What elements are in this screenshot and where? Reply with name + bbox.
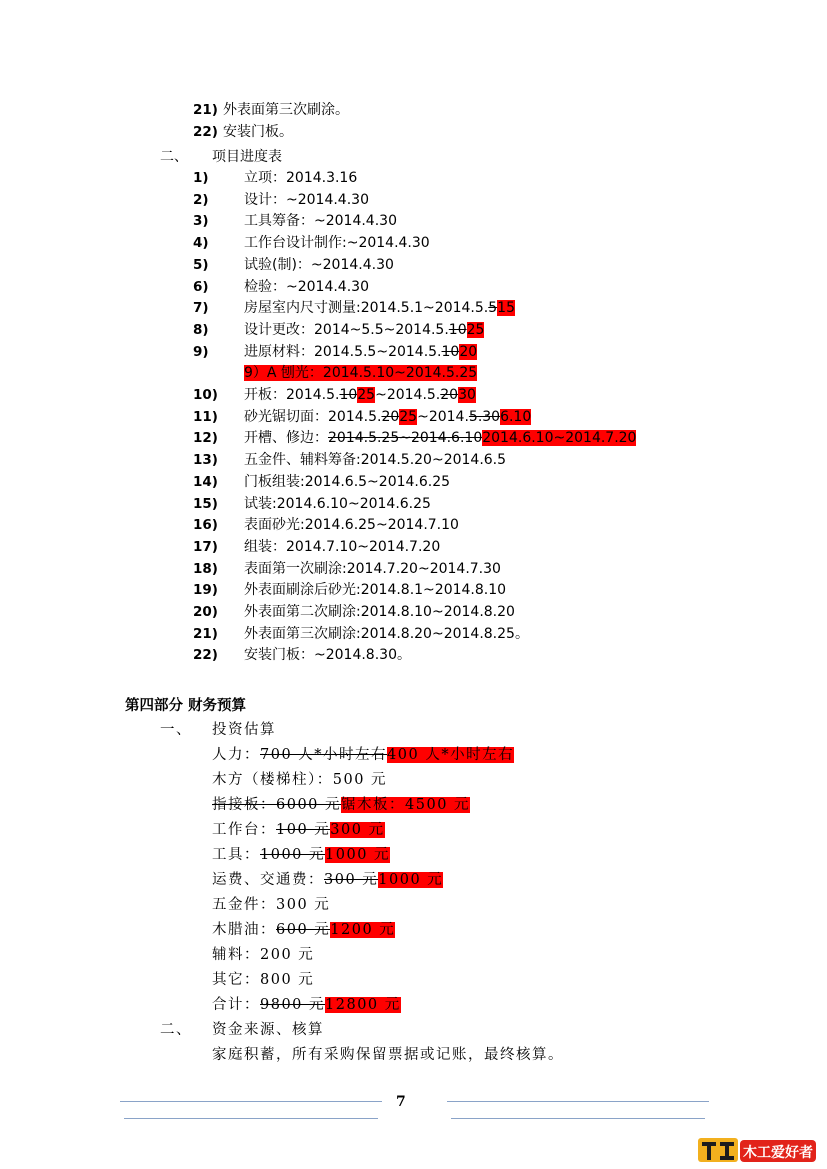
logo-text: 木工爱好者 [743,1145,813,1161]
investment-title [160,720,276,740]
row-number: 9) [193,343,209,360]
struck-value: 5.30 [468,408,501,425]
text-segment: 运费、交通费： [212,872,324,888]
row-number: 15) [193,495,218,512]
struck-value: 10 [448,321,467,338]
struck-value: 20 [440,387,459,403]
row-text [244,645,411,665]
section-number: 一、 [160,722,192,738]
section-number: 二、 [160,1022,192,1038]
row-number: 6) [193,278,209,295]
revised-value: 25 [466,321,485,338]
text-segment: 人力： [212,747,260,763]
struck-value: 2014.5.25~2014.6.10 [328,430,483,447]
text-segment: 木腊油： [212,922,276,938]
row-text [244,255,394,275]
row-text [244,428,636,448]
text-segment: 检验：~2014.4.30 [244,278,369,295]
text-segment: 五金件：300 元 [212,897,331,913]
footer-rule-right-bottom [451,1118,705,1119]
revised-value: 400 人*小时左右 [387,747,515,763]
revised-value: 12800 元 [325,997,401,1013]
text-segment: ~2014.5. [375,387,441,403]
item-text: 外表面第三次刷涂。 [223,102,349,118]
row-number: 7) [193,300,209,317]
row-number: 17) [193,538,218,555]
struck-value: 指接板：6000 元 [212,797,342,813]
row-number: 14) [193,473,218,490]
struck-value: 600 元 [276,922,331,938]
row-number: 13) [193,452,218,469]
text-segment: 工作台设计制作:~2014.4.30 [244,235,430,252]
section-number: 二、 [160,149,188,165]
row-number: 2) [193,191,209,208]
row-number: 10) [193,387,218,403]
row-text [244,233,430,253]
budget-row [212,745,514,765]
row-text [244,624,529,644]
row-number: 11) [193,408,218,425]
row-text [244,580,506,600]
struck-value: 1000 元 [260,847,326,863]
text-segment: 其它：800 元 [212,972,315,988]
revised-value: 2014.6.10~2014.7.20 [482,430,637,447]
row-text [244,190,369,210]
text-segment: 设计更改：2014~5.5~2014.5. [244,321,449,338]
text-segment: ~2014. [417,408,469,425]
row-text [244,494,431,514]
text-segment: 安装门板：~2014.8.30。 [244,647,411,664]
section-title: 资金来源、核算 [212,1022,324,1038]
funding-text: 家庭积蓄，所有采购保留票据或记账，最终核算。 [212,1047,564,1063]
row-number: 21) [193,625,218,642]
struck-value: 100 元 [276,822,331,838]
funding-title [160,1020,324,1040]
revised-value: 300 元 [330,822,385,838]
row-number: 22) [193,647,218,664]
footer-rule-left-top [120,1101,382,1102]
text-segment: 五金件、辅料筹备:2014.5.20~2014.6.5 [244,452,507,469]
row-text [244,537,440,557]
text-segment: 设计：~2014.4.30 [244,191,369,208]
finance-heading: 第四部分 财务预算 [125,698,247,714]
revised-value: 30 [458,387,476,403]
revised-value: 1000 元 [378,872,444,888]
row-text [244,515,459,535]
revised-value: 6.10 [500,408,532,425]
struck-value: 20 [381,408,400,425]
row-text [244,211,397,231]
text-segment: 表面第一次刷涂:2014.7.20~2014.7.30 [244,560,501,577]
row-text [244,363,477,383]
budget-row [212,945,314,965]
text-segment: 合计： [212,997,260,1013]
row-text [244,320,484,340]
revised-value: 9）A 刨光：2014.5.10~2014.5.25 [244,365,478,382]
budget-row [212,995,401,1015]
struck-value: 300 元 [324,872,379,888]
text-segment: 表面砂光:2014.6.25~2014.7.10 [244,517,459,534]
revised-value: 1200 元 [330,922,396,938]
row-text [244,559,501,579]
budget-row [212,795,470,815]
revised-value: 25 [399,408,418,425]
text-segment: 门板组装:2014.6.5~2014.6.25 [244,473,451,490]
struck-value: 9800 元 [260,997,326,1013]
row-text [244,168,357,188]
budget-row [212,895,330,915]
text-segment: 组装：2014.7.10~2014.7.20 [244,538,441,555]
row-text [244,277,369,297]
row-number: 4) [193,235,209,252]
row-number: 12) [193,430,218,447]
text-segment: 工作台： [212,822,276,838]
row-number: 19) [193,582,218,599]
text-segment: 房屋室内尺寸测量:2014.5.1~2014.5. [244,300,489,317]
row-text [244,602,515,622]
revised-value: 20 [459,343,478,360]
item-text: 安装门板。 [223,124,293,140]
item-number: 22) [193,124,218,140]
revised-value: 15 [497,300,515,317]
budget-row [212,820,385,840]
row-text [244,472,450,492]
text-segment: 外表面第三次刷涂:2014.8.20~2014.8.25。 [244,625,529,642]
row-number: 18) [193,560,218,577]
budget-row [212,920,395,940]
footer-rule-left-bottom [124,1118,378,1119]
schedule-title [160,147,282,167]
text-segment: 立项：2014.3.16 [244,170,358,186]
text-segment: 开槽、修边： [244,430,328,447]
section-title: 投资估算 [212,722,276,738]
budget-row [212,845,390,865]
text-segment: 试验(制)：~2014.4.30 [244,256,394,273]
brand-logo [698,1134,818,1164]
row-text [244,342,477,362]
text-segment: 试装:2014.6.10~2014.6.25 [244,495,431,512]
text-segment: 工具筹备：~2014.4.30 [244,213,397,230]
struck-value: 10 [339,387,358,403]
page-number: 7 [396,1094,406,1110]
item-number: 21) [193,102,218,118]
row-text [244,385,476,405]
row-number: 8) [193,321,209,338]
budget-row [212,770,387,790]
revised-value: 锯木板：4500 元 [341,797,471,813]
text-segment: 木方（楼梯柱）：500 元 [212,772,388,788]
row-text [244,450,506,470]
text-segment: 进原材料：2014.5.5~2014.5. [244,343,442,360]
struck-value: 10 [441,343,460,360]
text-segment: 砂光锯切面：2014.5. [244,408,382,425]
revised-value: 1000 元 [325,847,391,863]
row-number: 16) [193,517,218,534]
struck-value: 5 [488,300,498,317]
text-segment: 辅料：200 元 [212,947,315,963]
text-segment: 开板：2014.5. [244,387,340,403]
revised-value: 25 [357,387,376,403]
row-number: 3) [193,213,209,230]
footer-rule-right-top [447,1101,709,1102]
budget-row [212,970,314,990]
budget-row [212,870,443,890]
row-text [244,298,515,318]
section-title: 项目进度表 [212,149,282,165]
row-number: 1) [193,170,209,186]
row-number: 20) [193,604,218,620]
row-number: 5) [193,256,209,273]
row-text [244,407,531,427]
text-segment: 外表面第二次刷涂:2014.8.10~2014.8.20 [244,604,515,620]
struck-value: 700 人*小时左右 [260,747,388,763]
text-segment: 工具： [212,847,260,863]
text-segment: 外表面刷涂后砂光:2014.8.1~2014.8.10 [244,582,507,599]
